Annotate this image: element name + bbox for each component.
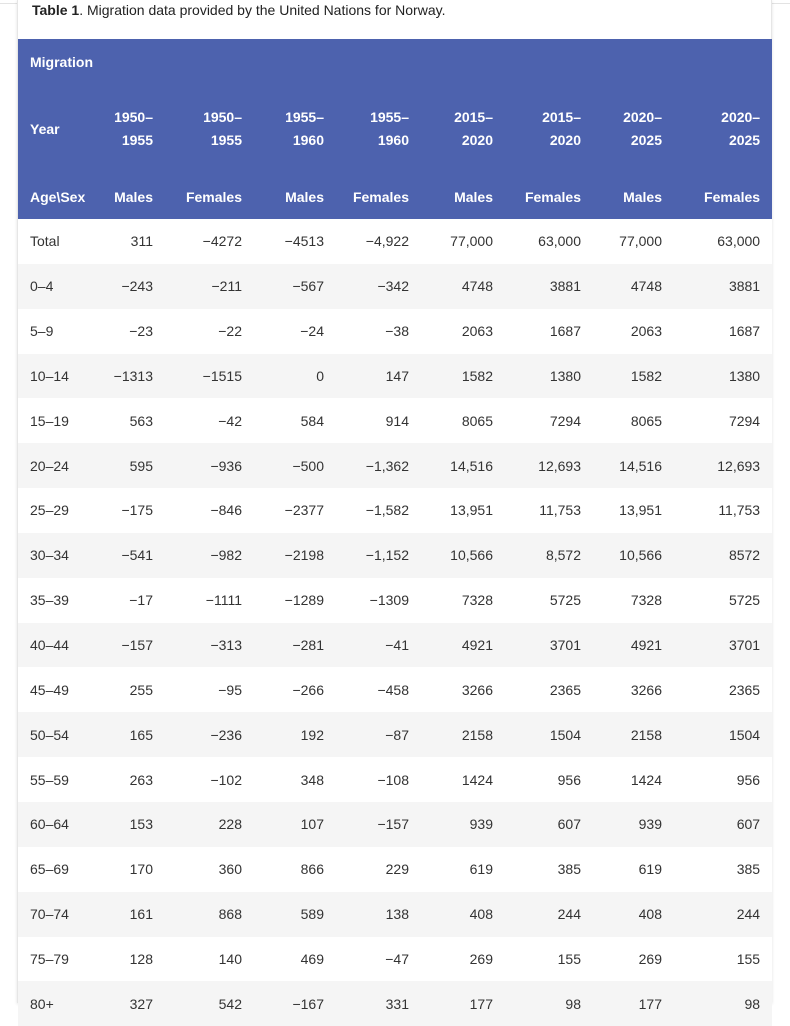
value-cell: −500 [292,457,324,474]
sex-header: Males [114,188,153,205]
value-cell: 177 [469,995,493,1012]
value-cell: 469 [300,950,324,967]
value-cell: 2365 [549,681,581,698]
value-cell: −1111 [205,592,242,609]
value-cell: −38 [385,323,409,340]
year-start: 2020– [721,109,761,125]
caption-label: Table 1 [32,2,80,18]
table-row [18,219,772,264]
value-cell: 3881 [549,278,581,295]
value-cell: −24 [300,323,324,340]
value-cell: 542 [218,995,242,1012]
year-header [505,84,593,174]
year-header [593,84,674,174]
value-cell: 385 [736,861,761,878]
value-cell: 155 [736,950,761,967]
value-cell: 11,753 [539,502,581,519]
age-group-cell: 20–24 [30,457,69,474]
value-cell: −22 [218,323,242,340]
value-cell: 192 [300,726,324,743]
value-cell: 13,951 [450,502,493,519]
year-header [254,84,336,174]
value-cell: −17 [129,592,153,609]
table-row [18,443,772,488]
table-caption [32,2,445,18]
value-cell: 155 [557,950,581,967]
age-group-cell: 25–29 [30,502,69,519]
value-cell: 98 [744,995,761,1012]
year-header [112,84,165,174]
value-cell: 77,000 [619,233,662,250]
table-row [18,667,772,712]
age-group-cell: Total [30,233,60,250]
value-cell: 408 [638,906,662,923]
value-cell: 5725 [549,592,581,609]
value-cell: −2377 [284,502,324,519]
value-cell: 269 [469,950,493,967]
value-cell: −102 [210,771,242,788]
year-end: 2020 [461,132,493,148]
sex-header: Females [704,188,761,205]
value-cell: −342 [377,278,409,295]
value-cell: 2158 [461,726,493,743]
value-cell: 228 [218,816,242,833]
value-cell: 7294 [549,412,581,429]
table-row [18,533,772,578]
value-cell: 2158 [630,726,662,743]
year-start: 1950– [114,109,153,125]
value-cell: 1504 [728,726,761,743]
value-cell: −95 [218,681,242,698]
value-cell: −458 [377,681,409,698]
age-group-cell: 50–54 [30,726,69,743]
age-group-cell: 80+ [30,995,54,1012]
value-cell: −42 [218,412,242,429]
caption-text: . Migration data provided by the United Nations for Norway. [79,2,446,18]
year-start: 2015– [454,109,493,125]
value-cell: −1,362 [365,457,409,474]
table-row [18,937,772,982]
value-cell: 607 [557,816,581,833]
value-cell: 12,693 [538,457,581,474]
value-cell: 128 [129,950,153,967]
value-cell: 4921 [630,637,662,654]
value-cell: −4,922 [365,233,409,250]
sex-header: Males [454,188,493,205]
agesex-label: Age\Sex [30,188,86,205]
value-cell: −175 [121,502,153,519]
value-cell: 408 [469,906,493,923]
table-row [18,847,772,892]
value-cell: 1582 [630,367,662,384]
age-group-cell: 45–49 [30,681,69,698]
value-cell: 939 [469,816,493,833]
value-cell: 331 [385,995,409,1012]
value-cell: −281 [292,637,324,654]
value-cell: 7328 [461,592,493,609]
value-cell: −211 [211,278,242,295]
value-cell: −41 [385,637,409,654]
year-header [165,84,254,174]
value-cell: 269 [638,950,662,967]
year-start: 1955– [285,109,324,125]
value-cell: −167 [292,995,324,1012]
year-header [336,84,421,174]
value-cell: 14,516 [619,457,662,474]
value-cell: −47 [385,950,409,967]
age-group-cell: 10–14 [30,367,69,384]
value-cell: 3266 [630,681,662,698]
value-cell: −23 [129,323,153,340]
value-cell: 98 [565,995,581,1012]
value-cell: −243 [121,278,153,295]
value-cell: 868 [218,906,242,923]
value-cell: 161 [129,906,153,923]
value-cell: −1309 [369,592,409,609]
age-group-cell: 60–64 [30,816,69,833]
value-cell: −1,152 [365,547,409,564]
value-cell: 2063 [630,323,662,340]
table-header [18,39,772,219]
value-cell: 866 [300,861,324,878]
table-row [18,309,772,354]
value-cell: −4513 [284,233,324,250]
age-group-cell: 30–34 [30,547,69,564]
value-cell: 165 [129,726,153,743]
value-cell: −236 [210,726,242,743]
value-cell: 138 [385,906,409,923]
value-cell: 244 [736,906,761,923]
value-cell: 956 [736,771,761,788]
value-cell: 1380 [549,367,581,384]
header-row-years [18,84,772,174]
age-group-cell: 15–19 [30,412,69,429]
value-cell: 7328 [630,592,662,609]
age-group-cell: 5–9 [30,323,54,340]
value-cell: 1687 [549,323,581,340]
year-start: 1955– [370,109,409,125]
value-cell: −157 [377,816,409,833]
value-cell: 229 [385,861,409,878]
value-cell: −846 [210,502,242,519]
value-cell: 3701 [728,637,761,654]
age-group-cell: 0–4 [30,278,54,295]
value-cell: 327 [129,995,153,1012]
year-end: 2025 [728,132,761,148]
value-cell: 255 [129,681,153,698]
year-end: 1960 [292,132,324,148]
table-row [18,892,772,937]
value-cell: 5725 [728,592,761,609]
year-start: 1950– [203,109,242,125]
value-cell: 4921 [461,637,493,654]
table-body [18,219,772,1026]
age-group-cell: 40–44 [30,637,69,654]
value-cell: 595 [129,457,153,474]
value-cell: 63,000 [717,233,761,250]
value-cell: 619 [469,861,493,878]
year-header [421,84,505,174]
value-cell: 3701 [549,637,581,654]
value-cell: −313 [210,637,242,654]
value-cell: 11,753 [718,502,761,519]
sex-header: Males [285,188,324,205]
group-header: Migration [30,53,93,70]
value-cell: 263 [129,771,153,788]
year-start: 2015– [542,109,581,125]
year-header [674,84,772,174]
value-cell: 385 [557,861,581,878]
value-cell: 8,572 [545,547,581,564]
value-cell: 3266 [461,681,493,698]
value-cell: 2365 [728,681,761,698]
value-cell: 914 [385,412,409,429]
value-cell: −982 [210,547,242,564]
value-cell: −1289 [284,592,324,609]
table-row [18,623,772,668]
age-group-cell: 75–79 [30,950,69,967]
sex-header: Females [524,188,581,205]
value-cell: −108 [377,771,409,788]
value-cell: 77,000 [450,233,493,250]
value-cell: 1504 [549,726,581,743]
migration-table [18,39,772,1026]
value-cell: 8065 [461,412,493,429]
value-cell: 607 [736,816,761,833]
value-cell: 13,951 [619,502,662,519]
table-row [18,354,772,399]
value-cell: 1582 [461,367,493,384]
value-cell: −157 [121,637,153,654]
header-row-sex [18,174,772,219]
table-row [18,712,772,757]
value-cell: −1,582 [365,502,409,519]
value-cell: 0 [316,367,324,384]
value-cell: 348 [300,771,324,788]
year-label: Year [30,120,60,137]
value-cell: −541 [121,547,153,564]
value-cell: 956 [557,771,581,788]
value-cell: 1424 [630,771,662,788]
value-cell: 14,516 [450,457,493,474]
value-cell: 563 [129,412,153,429]
value-cell: 360 [218,861,242,878]
sex-header: Females [352,188,409,205]
table-row [18,264,772,309]
value-cell: 4748 [461,278,493,295]
value-cell: 147 [385,367,409,384]
table-row [18,488,772,533]
year-end: 1960 [377,132,409,148]
value-cell: 12,693 [717,457,761,474]
value-cell: 939 [638,816,662,833]
value-cell: 8572 [728,547,761,564]
table-row [18,981,772,1026]
year-end: 2025 [630,132,662,148]
value-cell: −87 [385,726,409,743]
value-cell: 63,000 [538,233,581,250]
value-cell: 4748 [630,278,662,295]
value-cell: −4272 [202,233,242,250]
value-cell: 10,566 [619,547,662,564]
value-cell: 1687 [728,323,761,340]
value-cell: 10,566 [450,547,493,564]
value-cell: 8065 [630,412,662,429]
value-cell: −266 [292,681,324,698]
value-cell: 107 [300,816,324,833]
value-cell: 589 [300,906,324,923]
year-end: 1955 [121,132,153,148]
value-cell: 3881 [728,278,761,295]
table-row [18,757,772,802]
sex-header: Males [623,188,662,205]
table-row [18,398,772,443]
value-cell: 619 [638,861,662,878]
value-cell: 177 [638,995,662,1012]
value-cell: −1313 [113,367,153,384]
value-cell: −936 [210,457,242,474]
value-cell: 140 [218,950,242,967]
age-group-cell: 35–39 [30,592,69,609]
table-row [18,578,772,623]
value-cell: 7294 [728,412,761,429]
table-row [18,802,772,847]
age-group-cell: 65–69 [30,861,69,878]
value-cell: 2063 [461,323,493,340]
value-cell: −567 [292,278,324,295]
age-group-cell: 55–59 [30,771,69,788]
sex-header: Females [185,188,242,205]
year-start: 2020– [623,109,662,125]
value-cell: 311 [130,233,153,250]
value-cell: 584 [300,412,324,429]
value-cell: 170 [129,861,153,878]
value-cell: 153 [129,816,153,833]
year-end: 2020 [549,132,581,148]
value-cell: 244 [557,906,581,923]
header-row-group [18,39,772,84]
value-cell: −2198 [284,547,324,564]
year-end: 1955 [210,132,242,148]
value-cell: 1380 [728,367,761,384]
value-cell: 1424 [461,771,493,788]
age-group-cell: 70–74 [30,906,69,923]
value-cell: −1515 [202,367,242,384]
